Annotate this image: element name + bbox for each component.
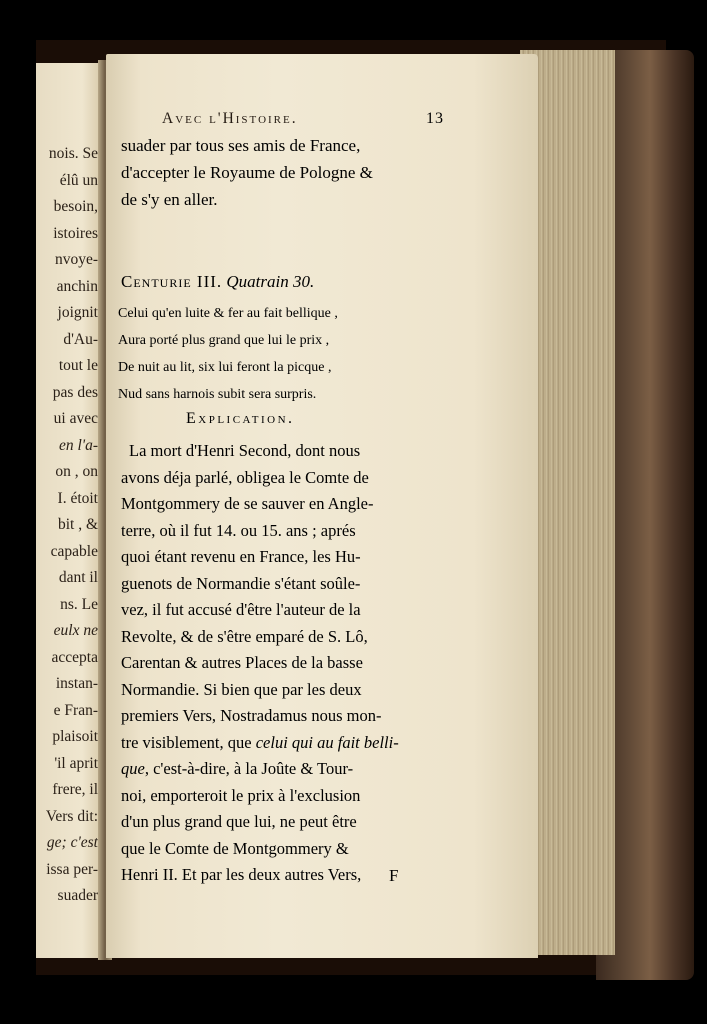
left-page-line: bit , & — [57, 516, 98, 533]
text-line: Normandie. Si bien que par les deux — [121, 679, 362, 699]
left-page-text — [36, 141, 102, 910]
text-line: terre, où il fut 14. ou 15. ans ; aprés — [121, 520, 356, 540]
text-line: guenots de Normandie s'étant soûle- — [121, 573, 361, 593]
left-page-line: ns. Le — [60, 595, 98, 613]
left-page-line: nvoye- — [54, 251, 98, 268]
opening-paragraph — [121, 132, 373, 213]
left-page-line: joignit — [57, 304, 98, 321]
verse-line: Nud sans harnois subit sera surpris. — [118, 387, 317, 402]
left-page-line: besoin, — [53, 198, 98, 215]
text-line: La mort d'Henri Second, dont nous — [129, 441, 361, 460]
verse-line: Celui qu'en luite & fer au fait bellique , — [118, 306, 338, 321]
left-page — [36, 63, 102, 958]
left-page-line: istoires — [53, 224, 98, 242]
left-page-line: d'Au- — [63, 330, 98, 348]
left-page-line: plaisoit — [52, 728, 98, 745]
text-line: Henri II. Et par les deux autres Vers, — [121, 865, 362, 884]
left-page-line: en l'a- — [58, 436, 98, 454]
text-line — [121, 730, 399, 757]
italic-quote: que — [121, 759, 145, 778]
right-page — [106, 54, 538, 958]
text-line: Carentan & autres Places de la basse — [121, 653, 363, 672]
text-line: premiers Vers, Nostradamus nous mon- — [121, 706, 382, 725]
left-page-line: eulx ne — [53, 622, 98, 639]
centurie-label: Centurie III. — [121, 272, 223, 291]
left-page-line: accepta — [51, 648, 98, 666]
left-page-line: e Fran- — [53, 701, 98, 719]
left-page-line: on , on — [55, 463, 98, 480]
left-page-line: instan- — [55, 675, 98, 692]
text-line: d'accepter le Royaume de Pologne & — [121, 163, 373, 182]
text-line: suader par tous ses amis de France, — [121, 136, 361, 155]
left-page-line: anchin — [56, 277, 98, 295]
text-line: noi, emporteroit le prix à l'exclusion — [121, 785, 361, 805]
text-line: Montgommery de se sauver en Angle- — [121, 494, 374, 513]
text-line: que le Comte de Montgommery & — [121, 838, 349, 858]
left-page-line: tout le — [58, 357, 98, 374]
left-page-line: issa per- — [46, 860, 98, 878]
quatrain-label: Quatrain 30. — [226, 272, 315, 291]
running-head-title: Avec l'Histoire. — [162, 110, 298, 127]
page-number: 13 — [426, 110, 444, 127]
left-page-line: pas des — [52, 383, 98, 401]
left-page-line: 'il aprit — [54, 754, 98, 772]
explication-body — [121, 438, 399, 889]
text-line: d'un plus grand que lui, ne peut être — [121, 812, 357, 831]
left-page-line: ui avec — [53, 410, 98, 427]
explication-heading: Explication. — [186, 410, 295, 427]
text-line: avons déja parlé, obligea le Comte de — [121, 467, 369, 487]
text-line — [121, 756, 399, 783]
verse-line: Aura porté plus grand que lui le prix , — [118, 333, 330, 348]
text-run: , c'est-à-dire, à la Joûte & Tour- — [144, 759, 354, 778]
left-page-line: Vers dit: — [45, 807, 98, 825]
text-line: de s'y en aller. — [121, 190, 218, 209]
left-page-line: nois. Se — [48, 145, 98, 162]
text-line: Revolte, & de s'être emparé de S. Lô, — [121, 626, 368, 646]
text-line: vez, il fut accusé d'être l'auteur de la — [121, 600, 361, 619]
left-page-line: frere, il — [52, 781, 98, 798]
signature-mark: F — [389, 866, 399, 885]
text-run: tre visiblement, que — [121, 732, 256, 752]
left-page-line: suader — [57, 887, 98, 904]
left-page-line: élû un — [59, 171, 98, 189]
verse-line: De nuit au lit, six lui feront la picque , — [118, 360, 332, 375]
left-page-line: capable — [50, 542, 98, 560]
left-page-line: dant il — [58, 569, 98, 586]
left-page-line: I. étoit — [57, 489, 98, 507]
quatrain-verses — [118, 300, 338, 408]
left-page-line: ge; c'est — [46, 834, 98, 851]
running-head — [162, 110, 494, 128]
quatrain-heading — [121, 272, 314, 292]
italic-quote: celui qui au fait belli- — [255, 732, 399, 752]
text-line: quoi étant revenu en France, les Hu- — [121, 547, 361, 566]
